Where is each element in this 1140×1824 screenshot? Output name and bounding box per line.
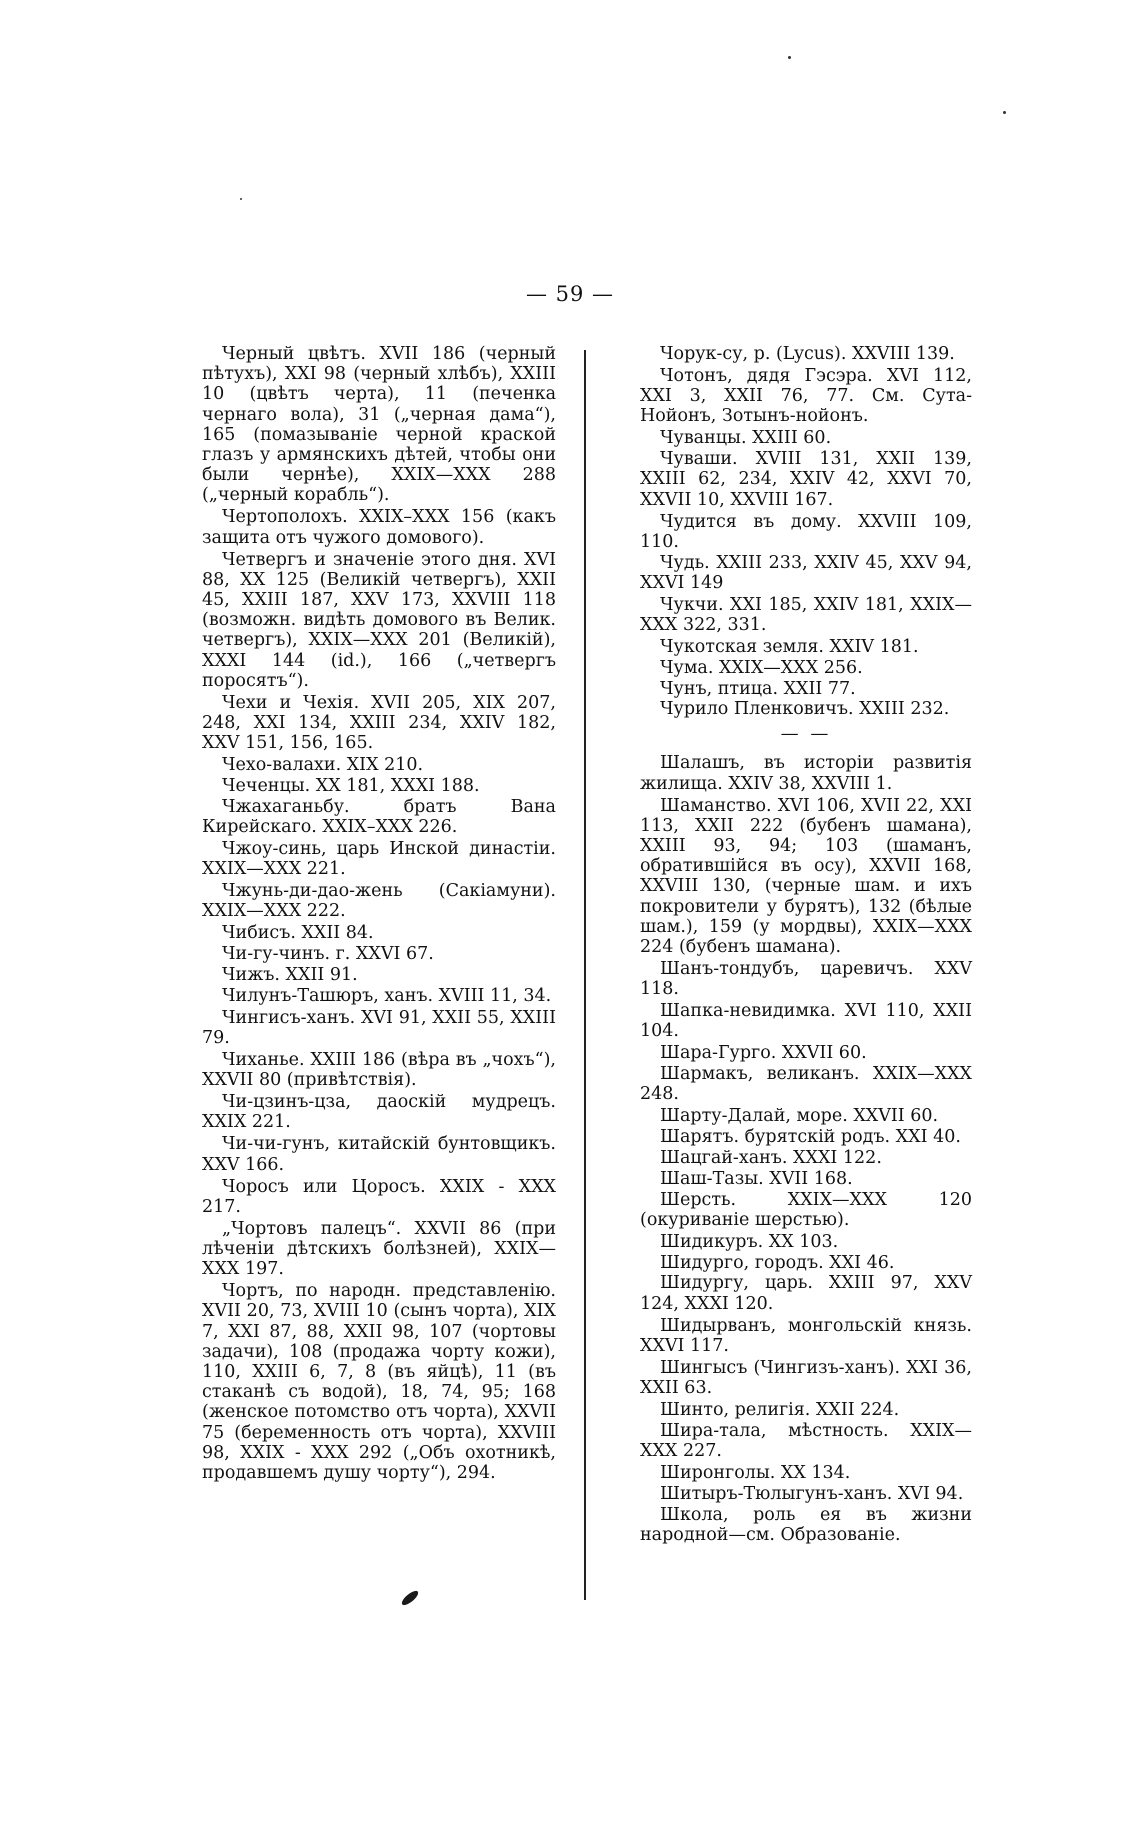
index-entry: Школа, роль ея въ жизни народной—см. Образованіе. xyxy=(640,1504,972,1545)
index-entry: Шинто, религія. XXII 224. xyxy=(660,1400,900,1421)
index-entry: Чингисъ-ханъ. XVI 91, XXII 55, XXIII 79. xyxy=(202,1007,556,1049)
index-entry: Чиханье. XXIII 186 (вѣра въ „чохъ“), XXVII 80 (привѣтствія). xyxy=(202,1050,556,1091)
index-entry: Шидырванъ, монгольскій князь. XXVI 117. xyxy=(640,1315,972,1356)
right-column xyxy=(640,344,972,1547)
index-entry: Шарту-Далай, море. XXVII 60. xyxy=(660,1106,939,1127)
index-entry: Шитыръ-Тюлыгунъ-ханъ. XVI 94. xyxy=(660,1483,964,1504)
index-entry: Чилунъ-Ташюръ, ханъ. XVIII 11, 34. xyxy=(222,985,552,1006)
index-entry: Шарятъ. бурятскій родъ. XXI 40. xyxy=(660,1127,961,1148)
page-number: — 59 — xyxy=(525,282,615,306)
index-entry: Шидургу, царь. XXIII 97, XXV 124, XXXI 120. xyxy=(640,1273,972,1314)
index-entry: Чукотская земля. XXIV 181. xyxy=(660,637,919,658)
column-divider xyxy=(584,350,586,1600)
index-entry: Чи-гу-чинъ. г. XXVI 67. xyxy=(222,944,434,965)
left-column xyxy=(202,344,556,1485)
index-entry: Чертополохъ. XXIX–XXX 156 (какъ защита отъ чужого домового). xyxy=(202,507,556,548)
index-entry: Чурило Пленковичъ. XXIII 232. xyxy=(660,699,950,720)
index-entry: Шармакъ, великанъ. XXIX—XXX 248. xyxy=(640,1064,972,1105)
index-entry: Шара-Гурго. XXVII 60. xyxy=(660,1043,867,1064)
index-entry: Черный цвѣтъ. XVII 186 (черный пѣтухъ), XXI 98 (черный хлѣбъ), XXIII 10 (цвѣтъ черта), 11 (печенка чернаго вола), 31 („черная дама“), 165 (помазываніе черной краской глазъ у армянскихъ дѣтей, чтобы они были чернѣе), XXIX—XXX 288 („черный корабль“). xyxy=(202,344,556,506)
index-entry: Четвергъ и значеніе этого дня. XVI 88, XX 125 (Великій четвергъ), XXII 45, XXIII 187, XXV 173, XXVIII 118 (возможн. видѣть домового въ Велик. четвергъ), XXIX—XXX 201 (Великій), XXXI 144 (id.), 166 („четвергъ поросятъ“). xyxy=(202,549,556,691)
index-entry: Шаш-Тазы. XVII 168. xyxy=(660,1168,853,1189)
index-entry: Чотонъ, дядя Гэсэра. XVI 112, XXI 3, XXII 76, 77. См. Сута-Нойонъ, Зотынъ-нойонъ. xyxy=(640,366,972,427)
index-entry: Шацгай-ханъ. XXXI 122. xyxy=(660,1148,882,1169)
index-entry: Шингысъ (Чингизъ-ханъ). XXI 36, XXII 63. xyxy=(640,1357,972,1399)
ink-mark xyxy=(400,1589,421,1607)
index-entry: Чеченцы. XX 181, XXXI 188. xyxy=(222,776,480,797)
ink-speck xyxy=(1003,111,1006,114)
index-entry: Чижъ. XXII 91. xyxy=(222,965,358,986)
index-entry: Шидурго, городъ. XXI 46. xyxy=(660,1252,895,1273)
index-entry: Шира-тала, мѣстность. XXIX—XXX 227. xyxy=(640,1420,972,1462)
index-entry: Чунъ, птица. XXII 77. xyxy=(660,678,856,699)
index-entry: Чума. XXIX—XXX 256. xyxy=(660,657,863,678)
index-entry: Широнголы. XX 134. xyxy=(660,1463,851,1484)
index-entry: Чжахаганьбу. братъ Вана Кирейскаго. XXIX–XXX 226. xyxy=(202,796,556,838)
index-entry: Шалашъ, въ исторіи развитія жилища. XXIV 38, XXVIII 1. xyxy=(640,753,972,794)
index-entry: Шидикуръ. XX 103. xyxy=(660,1231,839,1252)
index-entry: Чорук-су, р. (Lycus). XXVIII 139. xyxy=(660,344,955,364)
index-entry: Чи-цзинъ-цза, даоскій мудрецъ. XXIX 221. xyxy=(202,1092,556,1133)
index-entry: Чехи и Чехія. XVII 205, XIX 207, 248, XXI 134, XXIII 234, XXIV 182, XXV 151, 156, 165. xyxy=(202,692,556,754)
index-entry: Шапка-невидимка. XVI 110, XXII 104. xyxy=(640,1001,972,1042)
index-entry: „Чортовъ палецъ“. XXVII 86 (при лѣченіи дѣтскихъ болѣзней), XXIX—XXX 197. xyxy=(202,1218,556,1280)
index-entry: Чудится въ дому. XXVIII 109, 110. xyxy=(640,511,972,552)
index-entry: Шанъ-тондубъ, царевичъ. XXV 118. xyxy=(640,959,972,1000)
ink-speck xyxy=(240,198,242,200)
index-entry: Чукчи. XXI 185, XXIV 181, XXIX—XXX 322, 331. xyxy=(640,594,972,636)
index-entry: Чуваши. XVIII 131, XXII 139, XXIII 62, 234, XXIV 42, XXVI 70, XXVII 10, XXVIII 167. xyxy=(640,449,972,510)
section-divider: — — xyxy=(780,723,832,745)
index-entry: Чехо-валахи. XIX 210. xyxy=(222,755,424,776)
index-entry: Чибисъ. XXII 84. xyxy=(222,923,374,944)
index-entry: Шаманство. XVI 106, XVII 22, XXI 113, XXII 222 (бубенъ шамана), XXIII 93, 94; 103 (шаманъ, обратившійся въ осу), XXVII 168, XXVIII 130, (черные шам. и ихъ покровители у бурятъ), 132 (бѣлые шам.), 159 (у мордвы), XXIX—XXX 224 (бубенъ шамана). xyxy=(640,795,972,958)
index-entry: Чортъ, по народн. представленію. XVII 20, 73, XVIII 10 (сынъ чорта), XIX 7, XXI 87, 88, XXII 98, 107 (чортовы задачи), 108 (продажа чорту кожи), 110, XXIII 6, 7, 8 (въ яйцѣ), 11 (въ стаканѣ съ водой), 18, 74, 95; 168 (женское потомство отъ чорта), XXVII 75 (беременность отъ чорта), XXVIII 98, XXIX - XXX 292 („Объ охотникѣ, продавшемъ душу чорту“), 294. xyxy=(202,1281,556,1484)
index-entry: Чудь. XXIII 233, XXIV 45, XXV 94, XXVI 149 xyxy=(640,552,972,593)
index-entry: Чжоу-синь, царь Инской династіи. XXIX—XXX 221. xyxy=(202,839,556,880)
index-entry: Чоросъ или Цоросъ. XXIX - XXX 217. xyxy=(202,1176,556,1217)
index-entry: Шерсть. XXIX—XXX 120 (окуриваніе шерстью). xyxy=(640,1189,972,1230)
ink-speck xyxy=(788,56,791,59)
index-entry: Чуванцы. XXIII 60. xyxy=(660,428,832,449)
index-entry: Чжунь-ди-дао-жень (Сакіамуни). XXIX—XXX 222. xyxy=(202,881,556,922)
index-entry: Чи-чи-гунъ, китайскій бунтовщикъ. XXV 166. xyxy=(202,1134,556,1175)
